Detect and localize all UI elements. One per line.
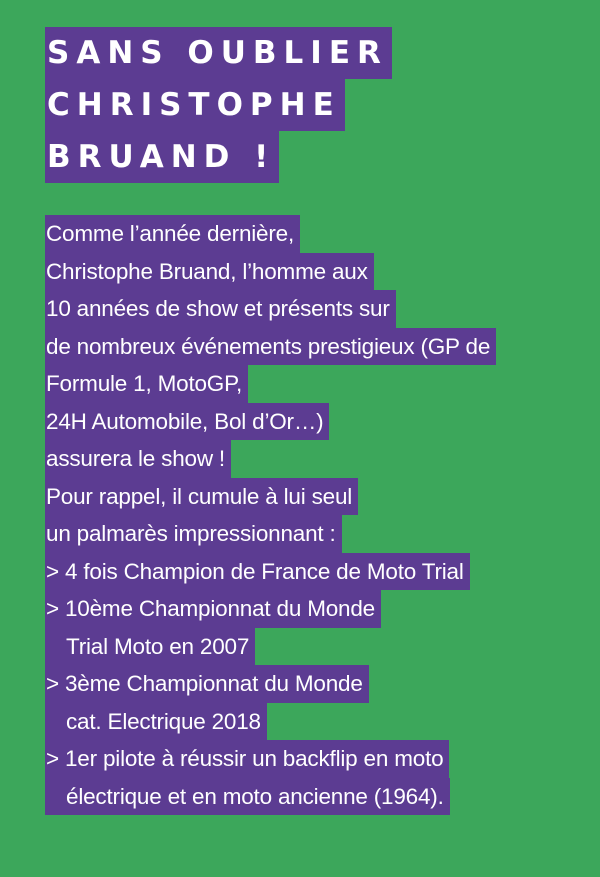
title-line: CHRISTOPHE [45, 79, 345, 131]
body-line: Comme l’année dernière, [45, 215, 300, 253]
body-line: de nombreux événements prestigieux (GP de [45, 328, 496, 366]
list-item: > 4 fois Champion de France de Moto Trial [45, 553, 470, 591]
body-text [45, 215, 585, 815]
body-line: 24H Automobile, Bol d’Or…) [45, 403, 329, 441]
title-line: BRUAND ! [45, 131, 279, 183]
title-line: SANS OUBLIER [45, 27, 392, 79]
list-item-continuation: électrique et en moto ancienne (1964). [45, 778, 450, 816]
body-line: un palmarès impressionnant : [45, 515, 342, 553]
content-block [45, 27, 585, 815]
list-item-continuation: cat. Electrique 2018 [45, 703, 267, 741]
list-item-continuation: Trial Moto en 2007 [45, 628, 255, 666]
list-item: > 3ème Championnat du Monde [45, 665, 369, 703]
body-line: Pour rappel, il cumule à lui seul [45, 478, 358, 516]
page-title [45, 27, 585, 183]
body-line: assurera le show ! [45, 440, 231, 478]
body-line: Christophe Bruand, l’homme aux [45, 253, 374, 291]
list-item: > 10ème Championnat du Monde [45, 590, 381, 628]
body-line: 10 années de show et présents sur [45, 290, 396, 328]
list-item: > 1er pilote à réussir un backflip en moto [45, 740, 449, 778]
body-line: Formule 1, MotoGP, [45, 365, 248, 403]
